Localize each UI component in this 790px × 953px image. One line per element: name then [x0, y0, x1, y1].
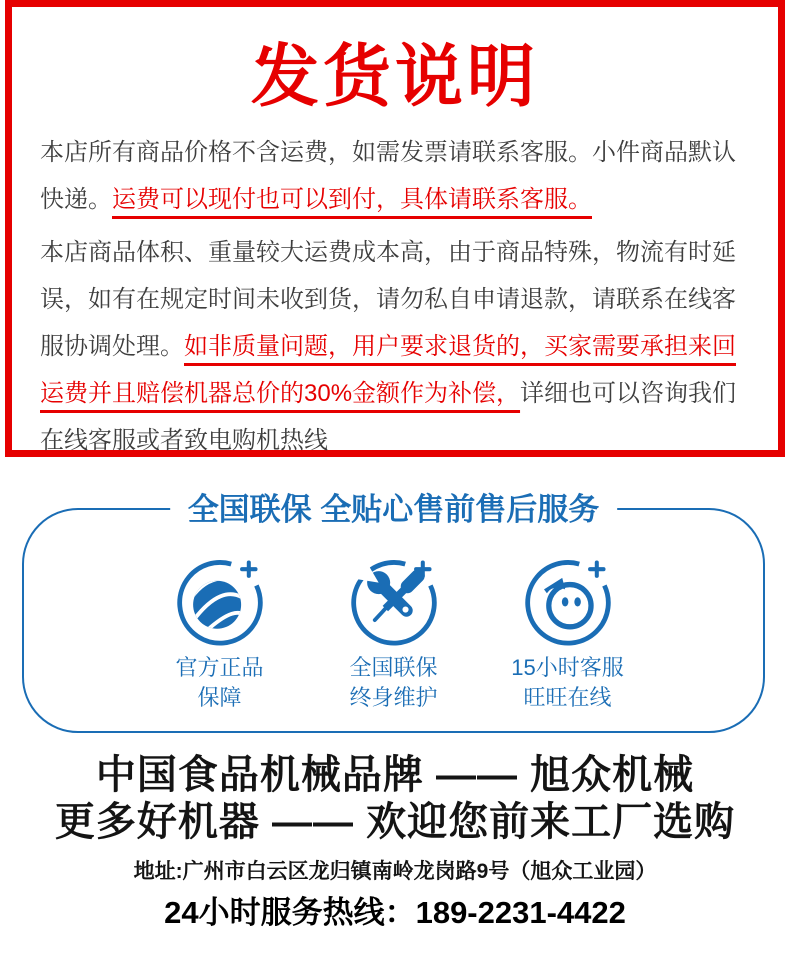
- globe-genuine-icon: [172, 550, 268, 646]
- wangwang-smiley-icon: [520, 550, 616, 646]
- feature-customer-service: [490, 550, 646, 713]
- wrench-screwdriver-icon: [346, 550, 442, 646]
- feature-nationwide-warranty: [316, 550, 472, 713]
- notice-paragraph-2: [40, 229, 750, 464]
- paragraph-1-warning-text: 运费可以现付也可以到付，具体请联系客服。: [112, 186, 592, 213]
- paragraph-2-text-end: 详细也可以咨询我们在线客服或者致电购机热线: [40, 380, 737, 454]
- shipping-notice-panel: [5, 0, 785, 457]
- paragraph-2-warning-text: 如非质量问题，用户要求退货的，买家需要承担来回运费并且赔偿机器总价的30%金额作为补偿，: [40, 333, 736, 407]
- paragraph-2-text-start: 本店商品体积、重量较大运费成本高，由于商品特殊，物流有时延误，如有在规定时间未收到货，请勿私自申请退款，请联系在线客服协调处理。: [40, 239, 736, 360]
- brand-slogan-line2: 更多好机器 —— 欢迎您前来工厂选购: [54, 800, 736, 844]
- paragraph-1-text: 本店所有商品价格不含运费，如需发票请联系客服。小件商品默认快递。: [40, 139, 736, 213]
- warranty-feature-row: [24, 550, 763, 713]
- notice-paragraph-1: [40, 129, 750, 223]
- warranty-panel-title: 全国联保 全贴心售前售后服务: [170, 489, 618, 531]
- shipping-notice-title: 发货说明: [250, 39, 539, 115]
- feature-label: 15小时客服 旺旺在线: [511, 655, 624, 710]
- feature-label: 官方正品 保障: [175, 655, 264, 710]
- brand-footer: [0, 752, 790, 931]
- warranty-panel: [22, 492, 765, 733]
- feature-label: 全国联保 终身维护: [349, 655, 438, 710]
- factory-address: 地址:广州市白云区龙归镇南岭龙岗路9号（旭众工业园）: [133, 860, 657, 883]
- feature-genuine-product: [142, 550, 298, 713]
- service-hotline: 24小时服务热线：189-2231-4422: [164, 895, 626, 930]
- brand-slogan-line1: 中国食品机械品牌 —— 旭众机械: [95, 753, 695, 797]
